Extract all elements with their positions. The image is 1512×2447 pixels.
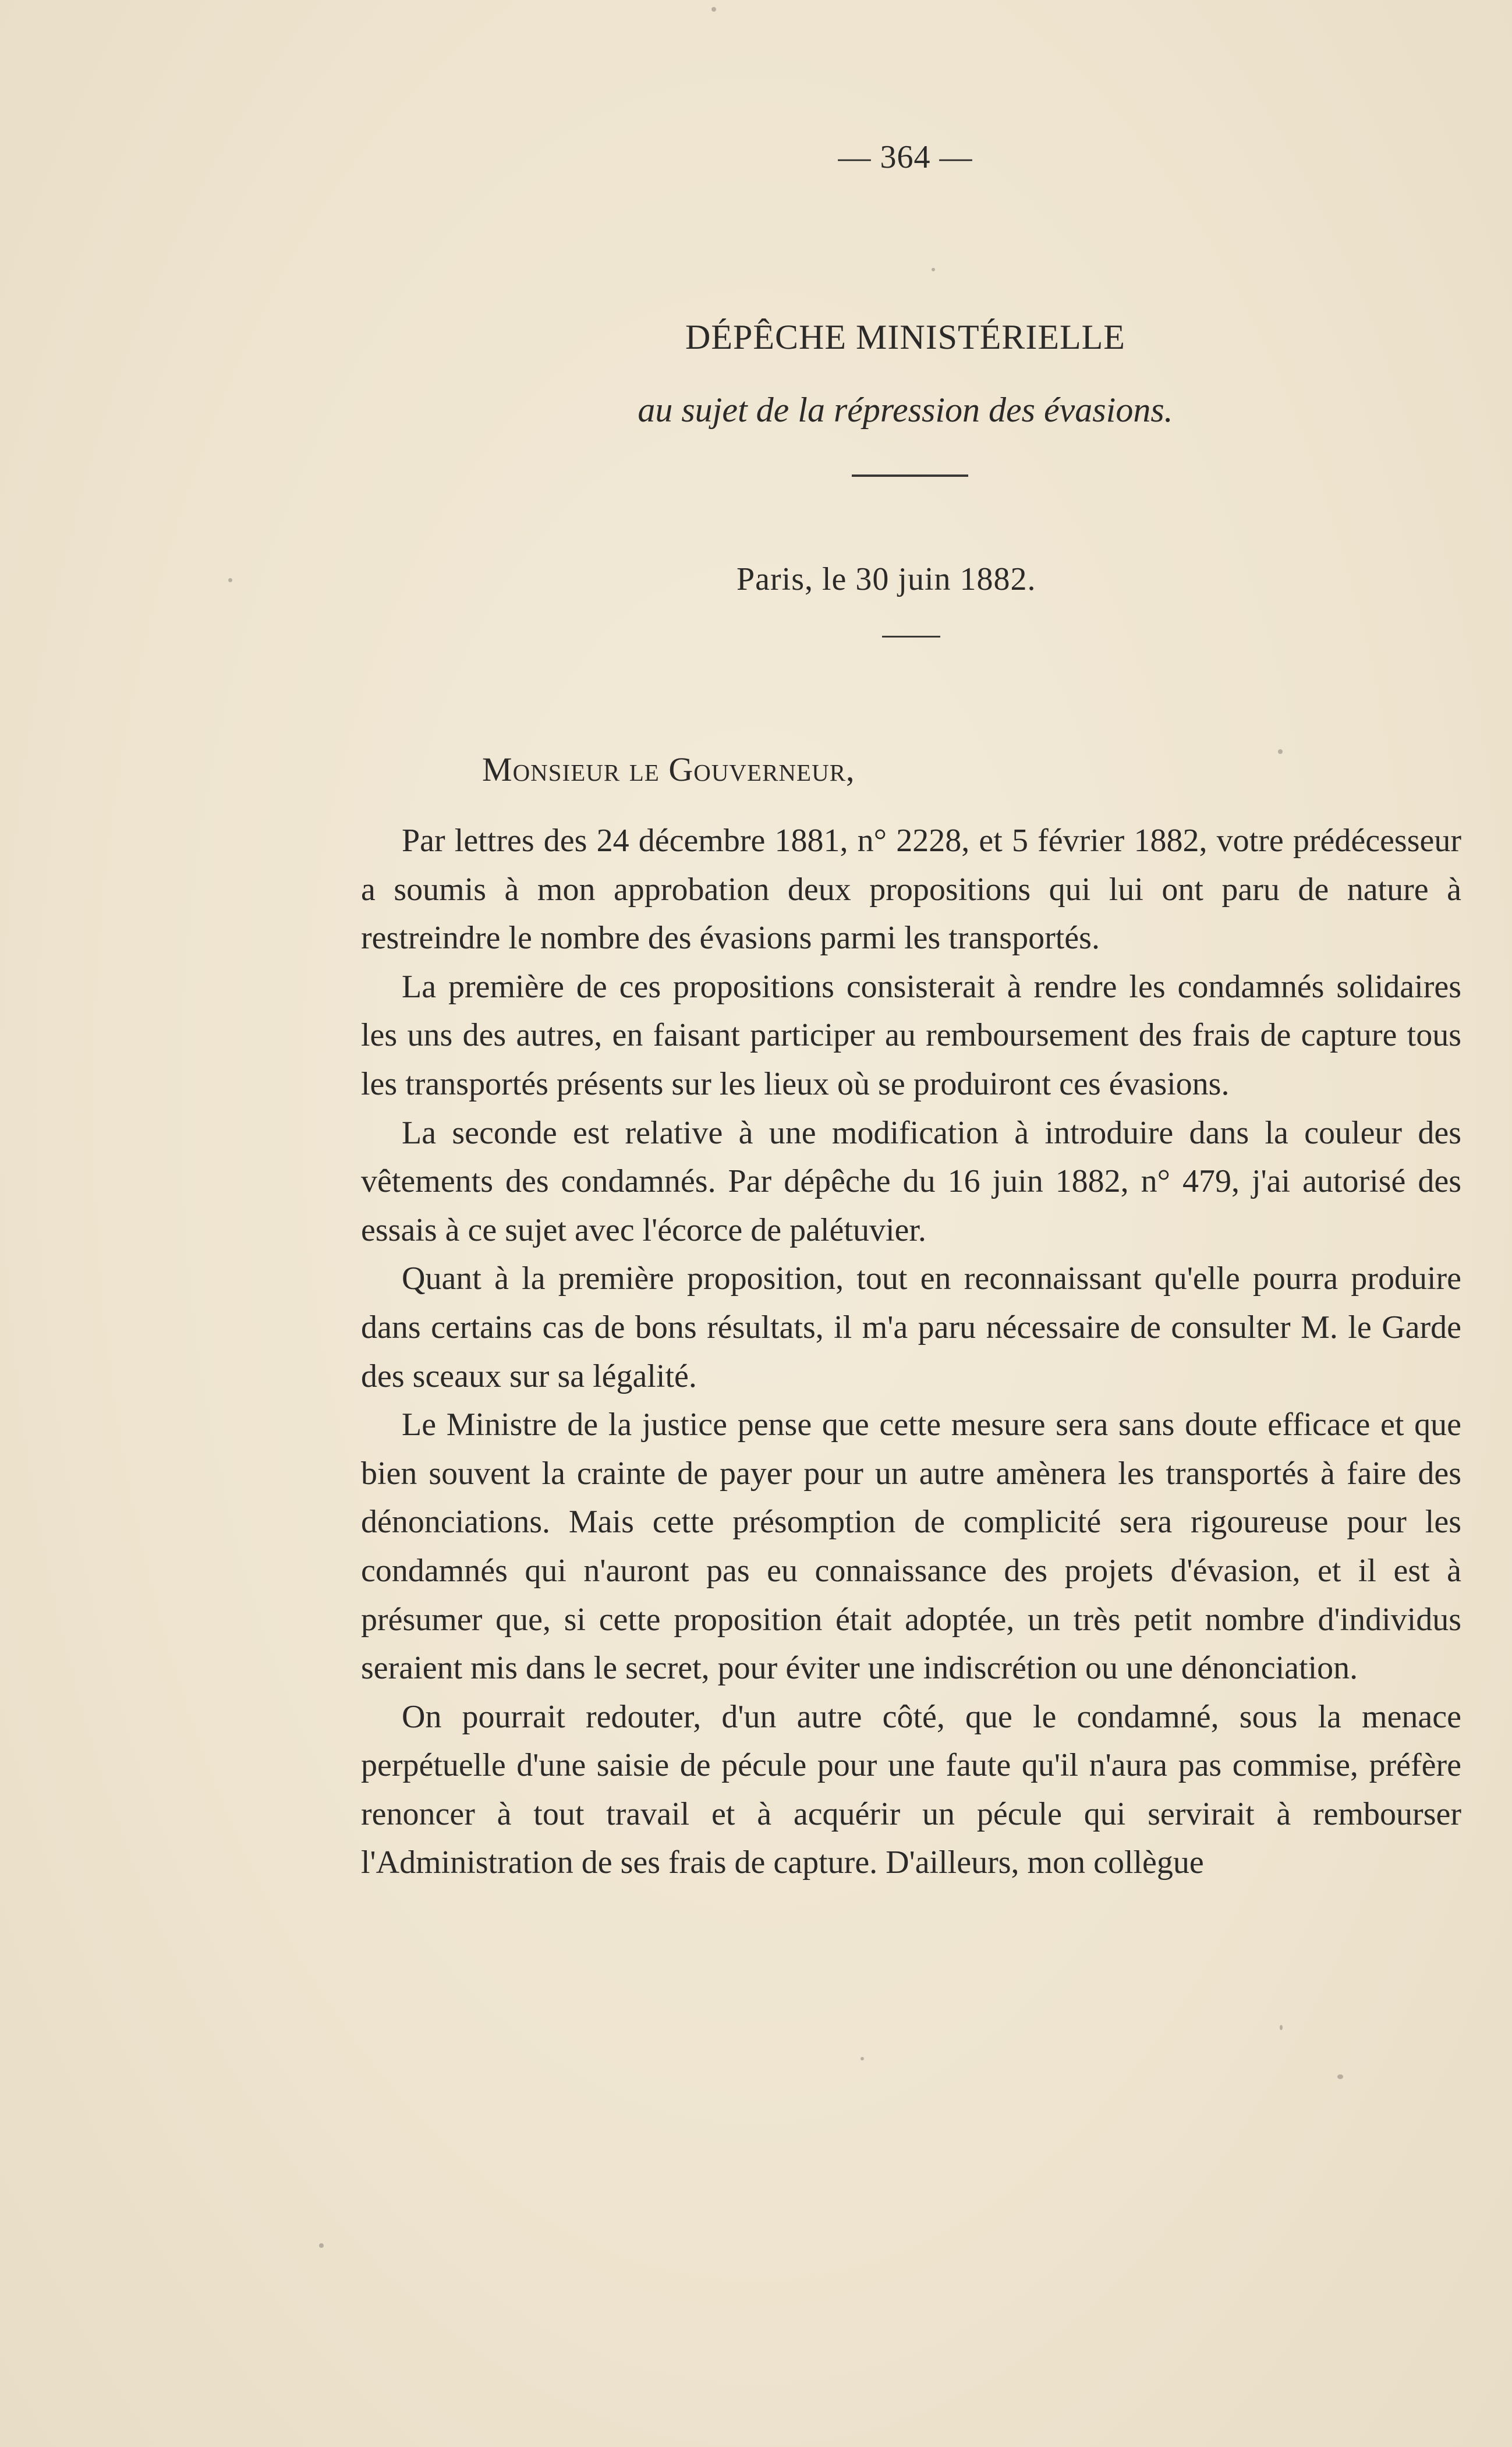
paper-speck — [861, 2057, 864, 2060]
title-divider — [852, 474, 968, 477]
paper-speck — [319, 2243, 324, 2248]
paper-speck — [932, 268, 935, 271]
paragraph: La première de ces propositions consisterait à rendre les condamnés solidaires les uns des autres, en faisant participer au remboursement des frais de capture tous les transportés présents sur les lieux où se produiront ces évasions. — [361, 968, 1461, 1102]
paper-speck — [1278, 749, 1283, 754]
paper-speck — [711, 7, 716, 12]
dateline: Paris, le 30 juin 1882. — [736, 561, 1036, 597]
paper-speck — [1280, 2025, 1283, 2030]
paragraph: La seconde est relative à une modification à introduire dans la couleur des vêtements des condamnés. Par dépêche du 16 juin 1882, n° 479, j'ai autorisé des essais à ce sujet avec l'écorce de palétuvier. — [361, 1114, 1461, 1248]
paragraph: On pourrait redouter, d'un autre côté, que le condamné, sous la menace perpétuelle d'une saisie de pécule pour une faute qu'il n'aura pas commise, préfère renoncer à tout travail et à acquérir un pécule qui servirait à rembourser l'Administration de ses frais de capture. D'ailleurs, mon collègue — [361, 1698, 1461, 1881]
paragraph: Par lettres des 24 décembre 1881, n° 2228, et 5 février 1882, votre prédécesseur a soumis à mon approbation deux propositions qui lui ont paru de nature à restreindre le nombre des évasions parmi les transportés. — [361, 823, 1461, 957]
salutation: Monsieur le Gouverneur, — [482, 750, 855, 788]
paper-speck — [1337, 2074, 1343, 2079]
paper-speck — [228, 578, 232, 582]
document-title: DÉPÊCHE MINISTÉRIELLE — [685, 318, 1125, 356]
letter-body — [361, 817, 1461, 1888]
document-subtitle: au sujet de la répression des évasions. — [638, 391, 1173, 429]
dateline-divider — [882, 636, 940, 638]
paragraph: Le Ministre de la justice pense que cette mesure sera sans doute efficace et que bien souvent la crainte de payer pour un autre amènera les transportés à faire des dénonciations. Mais cette présomption de complicité sera rigoureuse pour les condamnés qui n'auront pas eu connaissance des projets d'évasion, et il est à présumer que, si cette proposition était adoptée, un très petit nombre d'individus seraient mis dans le secret, pour éviter une indiscrétion ou une dénonciation. — [361, 1407, 1461, 1687]
page-number: — 364 — — [838, 139, 973, 175]
paragraph: Quant à la première proposition, tout en reconnaissant qu'elle pourra produire dans certains cas de bons résultats, il m'a paru nécessaire de consulter M. le Garde des sceaux sur sa légalité. — [361, 1260, 1461, 1394]
